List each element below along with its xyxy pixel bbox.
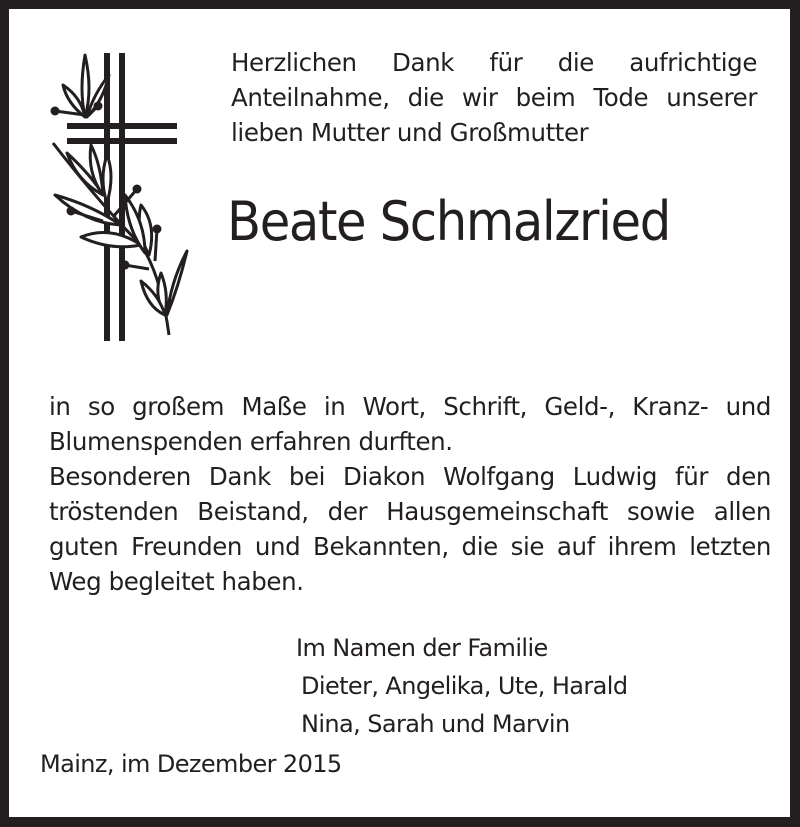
place-date: Mainz, im Dezember 2015	[40, 750, 342, 778]
intro-line: lieben Mutter und Großmutter	[231, 118, 589, 147]
intro-text	[231, 45, 757, 150]
deceased-name: Beate Schmalzried	[227, 190, 670, 253]
signature-names: Nina, Sarah und Marvin	[301, 710, 570, 738]
intro-line: Anteilnahme, die wir beim Tode unserer	[231, 83, 757, 112]
body-line: tröstenden Beistand, der Hausgemeinschaft sowie allen	[49, 497, 771, 526]
body-line: guten Freunden und Bekannten, die sie auf ihrem letzten	[49, 532, 771, 561]
body-line: Blumenspenden erfahren durften.	[49, 427, 453, 456]
family-signature	[296, 629, 627, 743]
body-line: in so großem Maße in Wort, Schrift, Geld-, Kranz- und	[49, 392, 771, 421]
body-line: Weg begleitet haben.	[49, 567, 304, 596]
signature-heading: Im Namen der Familie	[296, 634, 548, 662]
body-line: Besonderen Dank bei Diakon Wolfgang Ludwig für den	[49, 462, 771, 491]
obituary-notice	[9, 9, 790, 817]
intro-line: Herzlichen Dank für die aufrichtige	[231, 48, 757, 77]
cross-with-olive-branch-icon	[41, 45, 191, 341]
body-text	[49, 389, 771, 599]
signature-names: Dieter, Angelika, Ute, Harald	[301, 672, 628, 700]
